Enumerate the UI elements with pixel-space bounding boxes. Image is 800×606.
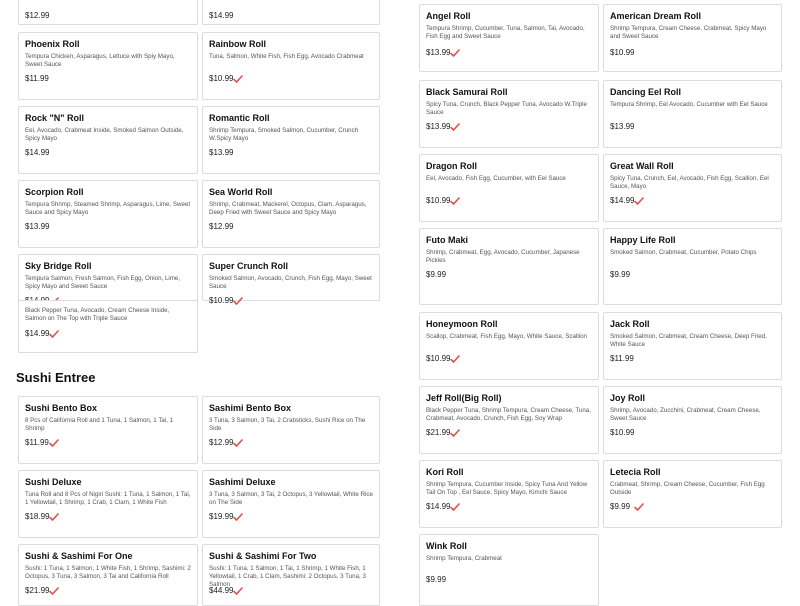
- menu-item-description: Shrimp Tempura, Cream Cheese, Crabmeat, Spicy Mayo and Sweet Sauce: [610, 25, 767, 40]
- menu-item-description: Shrimp Tempura, Smoked Salmon, Cucumber, Crunch W.Spicy Mayo: [209, 127, 359, 142]
- menu-item-price: $44.99: [209, 586, 234, 595]
- menu-item-name: Great Wall Roll: [610, 161, 674, 171]
- menu-item-name: Sea World Roll: [209, 187, 273, 197]
- add-to-cart-icon[interactable]: [450, 503, 460, 511]
- menu-item-price: $9.99: [610, 270, 631, 279]
- menu-item-description: Black Pepper Tuna, Avocado, Cream Cheese Inside, Salmon on The Top with Triple Sauce: [25, 307, 170, 322]
- menu-item-description: Shrimp, Crabmeat, Egg, Avocado, Cucumber, Japanese Pickles: [426, 249, 580, 264]
- menu-item-price: $10.99: [209, 74, 234, 83]
- add-to-cart-icon[interactable]: [233, 587, 243, 595]
- menu-item-price: $21.99: [25, 586, 50, 595]
- menu-item-price: $12.99: [209, 438, 234, 447]
- menu-item-card[interactable]: [202, 544, 380, 606]
- menu-item-name: Dragon Roll: [426, 161, 477, 171]
- menu-item-name: Jack Roll: [610, 319, 650, 329]
- menu-item-price: $11.99: [25, 74, 49, 83]
- menu-item-card[interactable]: [202, 106, 380, 174]
- menu-item-description: Tempura Chicken, Asparagus, Lettuce with Spiy Mayo, Sweet Sauce: [25, 53, 175, 68]
- menu-item-price: $13.99: [25, 222, 50, 231]
- menu-item-price: $18.99: [25, 512, 50, 521]
- menu-item-name: Honeymoon Roll: [426, 319, 498, 329]
- menu-item-price: $12.99: [209, 222, 234, 231]
- menu-item-price: $13.99: [610, 122, 635, 131]
- add-to-cart-icon[interactable]: [634, 197, 644, 205]
- menu-item-name: Rock "N" Roll: [25, 113, 85, 123]
- menu-item-price: $10.99: [426, 196, 451, 205]
- menu-item-card[interactable]: [603, 386, 782, 454]
- menu-item-price: $10.99: [610, 48, 635, 57]
- menu-item-price: $10.99: [426, 354, 451, 363]
- menu-item-price: $11.99: [25, 438, 49, 447]
- menu-item-description: Spicy Tuna, Crunch, Eel, Avocado, Fish Egg, Scallion, Eel Sauce, Mayo: [610, 175, 769, 190]
- add-to-cart-icon[interactable]: [233, 75, 243, 83]
- menu-item-card[interactable]: [202, 254, 380, 305]
- menu-item-description: Shrimp, Avocado, Zucchini, Crabmeat, Cream Cheese, Sweet Sauce: [610, 407, 761, 422]
- menu-item-card[interactable]: [18, 300, 198, 353]
- menu-item-price: $9.99: [426, 575, 447, 584]
- menu-item-name: Sky Bridge Roll: [25, 261, 92, 271]
- menu-item-description: Smoked Salmon, Avocado, Crunch, Fish Egg, Mayo, Sweet Sauce: [209, 275, 372, 290]
- add-to-cart-icon[interactable]: [233, 439, 243, 447]
- menu-item-price: $12.99: [25, 11, 50, 20]
- menu-item-name: Sushi Bento Box: [25, 403, 98, 413]
- section-title-sushi-entree: Sushi Entree: [16, 370, 96, 385]
- menu-item-name: Jeff Roll(Big Roll): [426, 393, 502, 403]
- menu-item-description: Smoked Salmon, Crabmeat, Cucumber, Potato Chips: [610, 249, 757, 256]
- menu-item-description: Tuna Roll and 8 Pcs of Nigiri Sushi: 1 Tuna, 1 Salmon, 1 Tai, 1 Yellowtail, 1 Shrimp, 1 Crab, 1 Clam, 1 White Fish: [25, 491, 191, 506]
- menu-item-description: 8 Pcs of California Roll and 1 Tuna, 1 Salmon, 1 Tai, 1 Shrimp: [25, 417, 174, 432]
- menu-item-name: Super Crunch Roll: [209, 261, 289, 271]
- menu-item-description: Scallop, Crabmeat, Fish Egg, Mayo, White Sauce, Scallion: [426, 333, 587, 340]
- menu-item-name: Happy Life Roll: [610, 235, 676, 245]
- menu-item-card[interactable]: [419, 4, 599, 72]
- menu-item-description: Tempura Shrimp, Cucumber, Tuna, Salmon, Tai, Avocado, Fish Egg and Sweet Sauce: [426, 25, 585, 40]
- menu-item-name: Romantic Roll: [209, 113, 270, 123]
- menu-item-name: Joy Roll: [610, 393, 646, 403]
- menu-item-card[interactable]: [603, 312, 782, 380]
- menu-item-price: $14.99: [209, 11, 234, 20]
- menu-item-price: $11.99: [610, 354, 634, 363]
- menu-item-card[interactable]: [419, 80, 599, 148]
- menu-item-price: $13.99: [209, 148, 234, 157]
- menu-item-name: Scorpion Roll: [25, 187, 84, 197]
- menu-item-card[interactable]: [18, 106, 198, 174]
- menu-item-card[interactable]: [419, 460, 599, 528]
- menu-item-description: Shrimp Tempura, Cucumber Inside, Spicy Tuna And Yellow Tail On Top , Eel Sauce, Spicy Mayo, Kimchi Sauce: [426, 481, 588, 496]
- menu-item-description: Sushi: 1 Tuna, 1 Salmon, 1 Tai, 1 Shrimp, 1 White Fish, 1 Yellowtail, 1 Crab, 1 Clam, Sashimi: 2 Octopus, 3 Tuna, 3 Salmon: [209, 565, 366, 588]
- add-to-cart-icon[interactable]: [49, 587, 59, 595]
- menu-item-card[interactable]: [18, 396, 198, 464]
- menu-item-name: Wink Roll: [426, 541, 467, 551]
- menu-item-price: $14.99: [25, 148, 50, 157]
- menu-item-card[interactable]: [603, 154, 782, 222]
- menu-item-price: $10.99: [610, 428, 635, 437]
- menu-item-price: $13.99: [426, 122, 451, 131]
- add-to-cart-icon[interactable]: [49, 439, 59, 447]
- menu-item-card[interactable]: [18, 0, 198, 25]
- menu-item-description: Shrimp, Crabmeat, Mackerel, Octopus, Clam, Asparagus, Deep Fried with Sweet Sauce and Spicy Mayo: [209, 201, 367, 216]
- menu-item-price: $13.99: [426, 48, 451, 57]
- menu-item-description: Smoked Salmon, Crabmeat, Cream Cheese, Deep Fried, White Sauce: [610, 333, 767, 348]
- menu-item-name: Sushi & Sashimi For Two: [209, 551, 317, 561]
- menu-item-card[interactable]: [419, 312, 599, 380]
- menu-item-name: Sushi & Sashimi For One: [25, 551, 133, 561]
- menu-item-description: Sushi: 1 Tuna, 1 Salmon, 1 White Fish, 1 Shrimp, Sashimi: 2 Octopus, 3 Tuna, 3 Salmon, 3 Tai and California Roll: [25, 565, 191, 580]
- menu-item-description: Tempura Salmon, Fresh Salmon, Fish Egg, Onion, Lime, Spicy Mayo and Sweet Sauce: [25, 275, 181, 290]
- menu-item-name: Kori Roll: [426, 467, 464, 477]
- menu-item-description: 3 Tuna, 3 Salmon, 3 Tai, 2 Crabsticks, Sushi Rice on The Side: [209, 417, 366, 432]
- menu-item-name: American Dream Roll: [610, 11, 702, 21]
- add-to-cart-icon[interactable]: [233, 513, 243, 521]
- menu-item-name: Black Samurai Roll: [426, 87, 508, 97]
- add-to-cart-icon[interactable]: [450, 197, 460, 205]
- menu-item-price: $10.99: [209, 296, 234, 305]
- menu-item-price: $9.99: [610, 502, 631, 511]
- menu-item-description: Eel, Avocado, Fish Egg, Cucumber, with Eel Sauce: [426, 175, 566, 182]
- menu-item-card[interactable]: [202, 180, 380, 248]
- menu-item-description: Shrimp Tempura, Crabmeat: [426, 555, 502, 562]
- add-to-cart-icon[interactable]: [450, 123, 460, 131]
- add-to-cart-icon[interactable]: [49, 513, 59, 521]
- add-to-cart-icon[interactable]: [450, 429, 460, 437]
- menu-item-description: Eel, Avocado, Crabmeat Inside, Smoked Salmon Outside, Spicy Mayo: [25, 127, 184, 142]
- menu-item-name: Dancing Eel Roll: [610, 87, 682, 97]
- menu-item-card[interactable]: [18, 470, 198, 538]
- menu-item-card[interactable]: [603, 460, 782, 528]
- menu-item-name: Angel Roll: [426, 11, 471, 21]
- menu-item-name: Letecia Roll: [610, 467, 661, 477]
- menu-item-description: Spicy Tuna, Crunch, Black Pepper Tuna, Avocado W.Triple Sauce: [426, 101, 587, 116]
- menu-item-description: Tuna, Salmon, White Fish, Fish Egg, Avocado Crabmeat: [209, 53, 364, 60]
- menu-item-description: Black Pepper Tuna, Shrimp Tempura, Cream Cheese, Tuna, Crabmeat, Avocado, Crunch, Fish Egg, Soy Wrap: [426, 407, 591, 422]
- menu-item-name: Futo Maki: [426, 235, 468, 245]
- menu-item-description: Crabmeat, Shrimp, Cream Cheese, Cucumber, Fish Egg Outside: [610, 481, 765, 496]
- menu-item-card[interactable]: [202, 0, 380, 25]
- menu-item-card[interactable]: [603, 4, 782, 72]
- menu-item-name: Sushi Deluxe: [25, 477, 82, 487]
- menu-item-card[interactable]: [202, 470, 380, 538]
- add-to-cart-icon[interactable]: [450, 49, 460, 57]
- add-to-cart-icon[interactable]: [49, 330, 59, 338]
- menu-item-card[interactable]: [202, 32, 380, 100]
- menu-item-price: $21.99: [426, 428, 451, 437]
- menu-item-price: $9.99: [426, 270, 447, 279]
- menu-item-price: $19.99: [209, 512, 234, 521]
- menu-item-name: Rainbow Roll: [209, 39, 266, 49]
- menu-item-price: $14.99: [426, 502, 451, 511]
- menu-item-description: Tempura Shrimp, Steamed Shrimp, Asparagus, Lime, Sweet Sauce and Spicy Mayo: [25, 201, 191, 216]
- menu-item-card[interactable]: [18, 254, 198, 301]
- menu-item-card[interactable]: [419, 386, 599, 454]
- menu-item-name: Sashimi Deluxe: [209, 477, 276, 487]
- menu-item-description: Tempura Shrimp, Eel Avocado, Cucumber with Eel Sauce: [610, 101, 768, 108]
- menu-item-card[interactable]: [18, 544, 198, 606]
- menu-item-card[interactable]: [18, 32, 198, 100]
- menu-item-price: $14.99: [25, 329, 50, 338]
- menu-item-card[interactable]: [202, 396, 380, 464]
- add-to-cart-icon[interactable]: [450, 355, 460, 363]
- menu-item-card[interactable]: [603, 80, 782, 148]
- add-to-cart-icon[interactable]: [233, 297, 243, 305]
- menu-item-card[interactable]: [419, 228, 599, 305]
- menu-item-name: Phoenix Roll: [25, 39, 80, 49]
- menu-item-price: $14.99: [610, 196, 635, 205]
- menu-item-card[interactable]: [603, 228, 782, 305]
- menu-item-card[interactable]: [18, 180, 198, 248]
- add-to-cart-icon[interactable]: [634, 503, 644, 511]
- menu-item-card[interactable]: [419, 154, 599, 222]
- menu-item-card[interactable]: [419, 534, 599, 606]
- menu-item-description: 3 Tuna, 3 Salmon, 3 Tai, 2 Octopus, 3 Yellowtail, White Rice on The Side: [209, 491, 373, 506]
- menu-item-name: Sashimi Bento Box: [209, 403, 292, 413]
